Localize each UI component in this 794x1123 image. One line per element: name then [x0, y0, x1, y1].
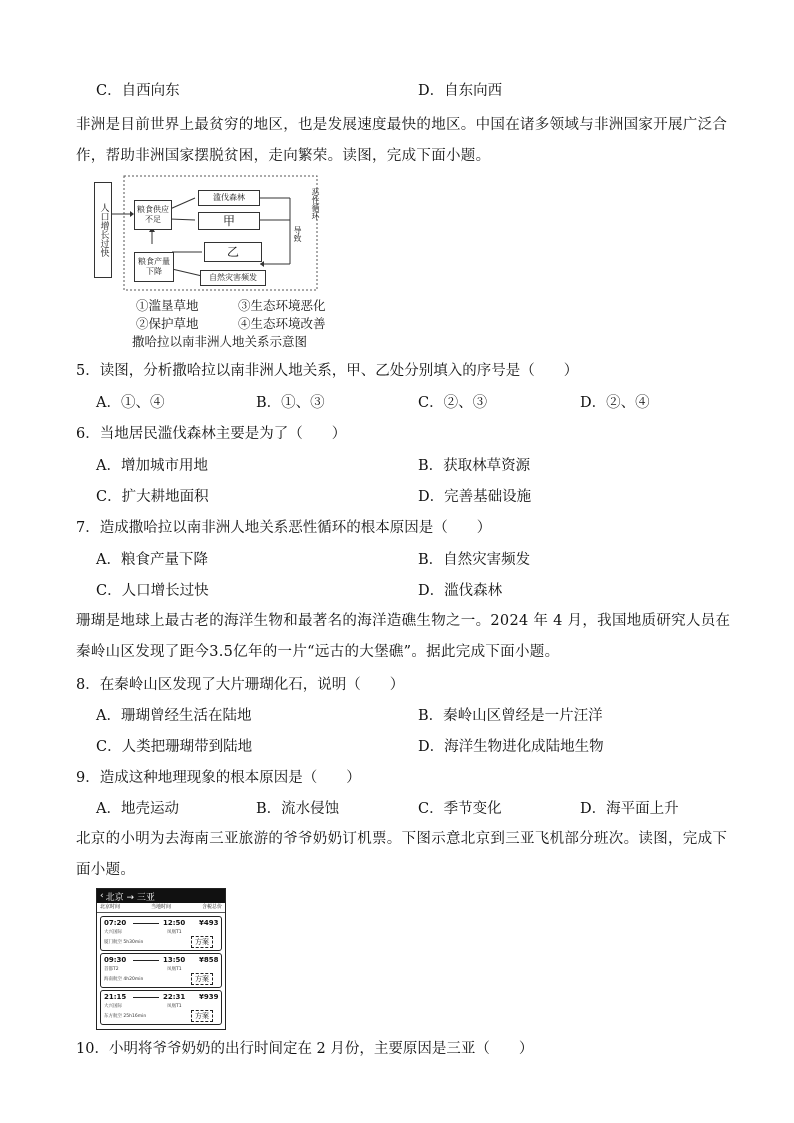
africa-diagram	[92, 174, 342, 352]
flight-note: 东方航空 25h16min	[104, 1014, 147, 1019]
arr-time: 22:31	[163, 993, 186, 1001]
price: ¥939	[199, 993, 219, 1001]
intro-coral: 珊瑚是地球上最古老的海洋生物和最著名的海洋造礁生物之一。2024 年 4 月，我国地质研究人员在秦岭山区发现了距今3.5亿年的一片“远古的大堡礁”。据此完成下面小题。	[76, 613, 731, 660]
col-beijing-time: 北京时间	[100, 904, 121, 910]
flight-row[interactable]	[100, 916, 222, 951]
back-icon[interactable]: ‹	[100, 891, 104, 901]
q6-stem: 6．当地居民滥伐森林主要是为了（ ）	[76, 426, 347, 442]
plan-button[interactable]: 方案	[191, 936, 213, 948]
arr-airport: 凤凰T1	[167, 967, 182, 972]
intro-africa: 非洲是目前世界上最贫穷的地区，也是发展速度最快的地区。中国在诸多领域与非洲国家开展广泛合作，帮助非洲国家摆脱贫困，走向繁荣。读图，完成下面小题。	[76, 117, 728, 164]
q7-option-a: A．粮食产量下降	[96, 552, 208, 568]
arr-airport: 凤凰T1	[167, 930, 182, 935]
cycle-label: 恶性循环	[311, 188, 320, 220]
legend-1: ①滥垦草地	[136, 298, 199, 313]
col-price: 含税总价	[201, 904, 222, 910]
dep-airport: 首都T2	[104, 967, 119, 972]
q4-option-d: D．自东向西	[418, 83, 503, 99]
flight-row[interactable]	[100, 953, 222, 988]
flight-columns	[97, 903, 225, 913]
yi-box: 乙	[204, 242, 262, 262]
population-box: 人口增长过快	[94, 182, 112, 278]
q7-stem: 7．造成撒哈拉以南非洲人地关系恶性循环的根本原因是（ ）	[76, 520, 492, 536]
q8-option-b: B．秦岭山区曾经是一片汪洋	[418, 708, 603, 724]
q7-option-b: B．自然灾害频发	[418, 552, 531, 568]
route-title: 北京 → 三亚	[105, 892, 155, 903]
jia-box: 甲	[198, 212, 260, 230]
q8-option-a: A．珊瑚曾经生活在陆地	[96, 708, 252, 724]
q9-option-b: B．流水侵蚀	[256, 801, 340, 817]
q8-option-c: C．人类把珊瑚带到陆地	[96, 739, 253, 755]
legend-3: ③生态环境恶化	[238, 298, 326, 313]
flight-header	[97, 889, 225, 903]
dep-airport: 大兴国际	[104, 930, 122, 935]
q5-option-a: A．①、④	[96, 395, 165, 411]
deforest-box: 滥伐森林	[198, 190, 260, 206]
q7-option-d: D．滥伐森林	[418, 583, 503, 599]
price: ¥493	[199, 919, 219, 927]
dep-airport: 大兴国际	[104, 1004, 122, 1009]
q5-stem: 5．读图，分析撒哈拉以南非洲人地关系，甲、乙处分别填入的序号是（ ）	[76, 363, 579, 379]
food-drop-box: 粮食产量下降	[134, 252, 174, 282]
q7-option-c: C．人口增长过快	[96, 583, 209, 599]
q4-option-c: C．自西向东	[96, 83, 180, 99]
dep-time: 09:30	[104, 956, 127, 964]
q9-option-a: A．地壳运动	[96, 801, 179, 817]
flight-row[interactable]	[100, 990, 222, 1025]
q5-option-b: B．①、③	[256, 395, 325, 411]
q9-option-c: C．季节变化	[418, 801, 502, 817]
q6-option-d: D．完善基础设施	[418, 489, 532, 505]
flight-note: 厦门航空 5h30min	[104, 940, 144, 945]
q5-option-d: D．②、④	[580, 395, 650, 411]
plan-button[interactable]: 方案	[191, 973, 213, 985]
legend-4: ④生态环境改善	[238, 316, 326, 331]
legend-2: ②保护草地	[136, 316, 199, 331]
q6-option-a: A．增加城市用地	[96, 458, 208, 474]
dep-time: 21:15	[104, 993, 127, 1001]
flight-list	[96, 888, 226, 1030]
route-line	[133, 997, 159, 998]
flight-note: 海南航空 4h20min	[104, 977, 144, 982]
q9-stem: 9．造成这种地理现象的根本原因是（ ）	[76, 770, 361, 786]
arr-time: 13:50	[163, 956, 186, 964]
q8-option-d: D．海洋生物进化成陆地生物	[418, 739, 604, 755]
q8-stem: 8．在秦岭山区发现了大片珊瑚化石，说明（ ）	[76, 677, 405, 693]
arr-time: 12:50	[163, 919, 186, 927]
q6-option-b: B．获取林草资源	[418, 458, 531, 474]
disaster-box: 自然灾害频发	[200, 270, 266, 286]
food-short-box: 粮食供应不足	[134, 200, 172, 230]
daozhi-label: 导致	[293, 226, 302, 242]
intro-flights: 北京的小明为去海南三亚旅游的爷爷奶奶订机票。下图示意北京到三亚飞机部分班次。读图，完成下面小题。	[76, 831, 728, 878]
route-line	[133, 960, 159, 961]
route-line	[133, 923, 159, 924]
q10-stem: 10．小明将爷爷奶奶的出行时间定在 2 月份，主要原因是三亚（ ）	[76, 1041, 534, 1057]
q5-option-c: C．②、③	[418, 395, 488, 411]
q9-option-d: D．海平面上升	[580, 801, 679, 817]
q6-option-c: C．扩大耕地面积	[96, 489, 209, 505]
price: ¥858	[199, 956, 219, 964]
dep-time: 07:20	[104, 919, 127, 927]
arr-airport: 凤凰T1	[167, 1004, 182, 1009]
plan-button[interactable]: 方案	[191, 1010, 213, 1022]
col-local-time: 当地时间	[150, 904, 171, 910]
diagram-caption: 撒哈拉以南非洲人地关系示意图	[132, 334, 308, 349]
